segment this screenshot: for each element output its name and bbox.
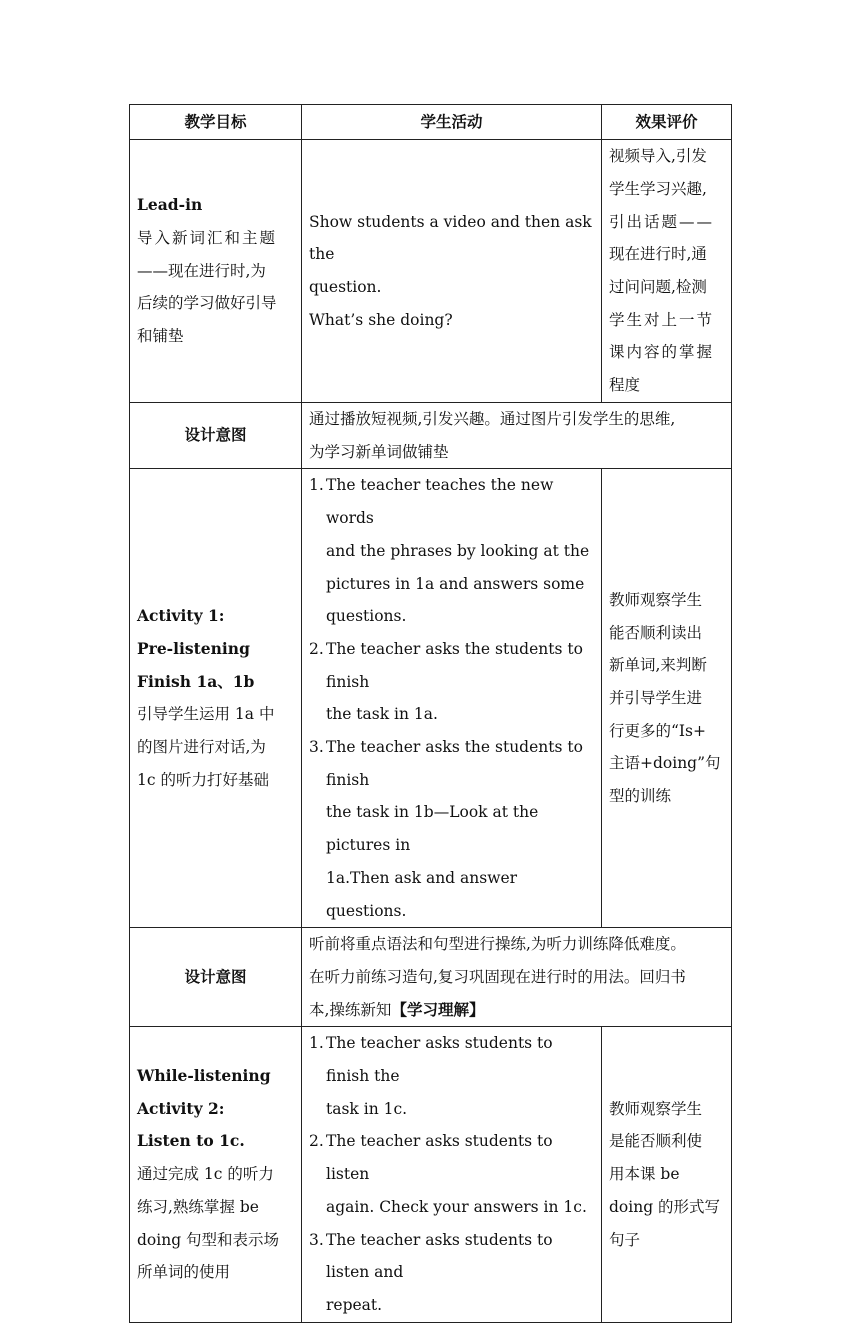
step-line: pictures in 1a and answers some	[326, 574, 585, 593]
step-line: The teacher teaches the new words	[326, 476, 554, 528]
table-row	[130, 1027, 732, 1322]
evaluation-cell	[602, 469, 732, 928]
activity-cell	[302, 140, 602, 403]
intent-line: 通过播放短视频,引发兴趣。通过图片引发学生的思维,	[309, 410, 676, 428]
eval-line: 新单词,来判断	[609, 656, 707, 675]
eval-line: 教师观察学生	[609, 1099, 703, 1118]
goal-title: Lead-in	[137, 195, 203, 215]
goal-line: 所单词的使用	[137, 1263, 231, 1282]
list-item	[309, 1224, 594, 1322]
header-goal: 教学目标	[130, 105, 302, 140]
intent-line: 在听力前练习造句,复习巩固现在进行时的用法。回归书	[309, 967, 686, 986]
step-number: 2.	[309, 639, 324, 658]
goal-title: Pre-listening	[137, 638, 250, 658]
list-item	[309, 731, 594, 927]
design-intent-label: 设计意图	[130, 403, 302, 469]
steps-list	[309, 469, 594, 927]
goal-title: Activity 2:	[137, 1098, 225, 1118]
goal-title: Activity 1:	[137, 606, 225, 626]
eval-line: 教师观察学生	[609, 590, 703, 609]
list-item	[309, 469, 594, 633]
intent-line: 本,操练新知	[309, 1000, 392, 1019]
step-line: The teacher asks students to finish the	[326, 1034, 553, 1086]
header-evaluation: 效果评价	[602, 105, 732, 140]
step-line: task in 1c.	[326, 1099, 408, 1118]
step-line: and the phrases by looking at the	[326, 541, 590, 560]
intent-line: 听前将重点语法和句型进行操练,为听力训练降低难度。	[309, 935, 686, 954]
goal-title: While-listening	[137, 1066, 271, 1086]
table-row	[130, 469, 732, 928]
eval-line: 引出话题——	[609, 212, 715, 231]
goal-line: 的图片进行对话,为	[137, 738, 266, 757]
eval-line: 主语+doing”句	[609, 754, 721, 773]
eval-line: 课内容的掌握	[609, 343, 715, 362]
step-number: 3.	[309, 1230, 324, 1249]
evaluation-cell	[602, 1027, 732, 1322]
goal-cell	[130, 140, 302, 403]
goal-line: 通过完成 1c 的听力	[137, 1165, 274, 1184]
step-line: The teacher asks the students to finish	[326, 738, 583, 789]
goal-line: 和铺垫	[137, 327, 184, 346]
eval-line: 学生学习兴趣,	[609, 179, 707, 198]
design-intent-text	[302, 403, 732, 469]
eval-line: 用本课 be	[609, 1165, 680, 1184]
activity-line: Show students a video and then ask the	[309, 212, 592, 264]
step-line: The teacher asks students to listen	[326, 1132, 553, 1184]
goal-cell	[130, 1027, 302, 1322]
eval-line: 并引导学生进	[609, 688, 703, 707]
list-item	[309, 1125, 594, 1223]
table-row	[130, 403, 732, 469]
goal-line: ——现在进行时,为	[137, 261, 266, 280]
eval-line: 行更多的“Is+	[609, 721, 706, 740]
intent-bold-tag: 【学习理解】	[391, 999, 485, 1019]
activity-cell	[302, 469, 602, 928]
table-row	[130, 928, 732, 1027]
step-line: The teacher asks students to listen and	[326, 1230, 553, 1282]
activity-cell	[302, 1027, 602, 1322]
goal-line: 1c 的听力打好基础	[137, 770, 269, 789]
design-intent-text	[302, 928, 732, 1027]
table-row	[130, 140, 732, 403]
step-line: The teacher asks the students to finish	[326, 639, 583, 691]
intent-line: 为学习新单词做铺垫	[309, 442, 449, 461]
lesson-plan-table	[129, 104, 732, 1323]
eval-line: doing 的形式写	[609, 1197, 721, 1216]
goal-line: 引导学生运用 1a 中	[137, 705, 275, 724]
list-item	[309, 633, 594, 731]
step-number: 1.	[309, 1034, 324, 1053]
goal-line: doing 句型和表示场	[137, 1230, 280, 1249]
design-intent-label: 设计意图	[130, 928, 302, 1027]
eval-line: 视频导入,引发	[609, 147, 707, 166]
eval-line: 型的训练	[609, 787, 672, 806]
goal-line: 后续的学习做好引导	[137, 294, 277, 313]
table-header-row	[130, 105, 732, 140]
list-item	[309, 1027, 594, 1125]
header-activity: 学生活动	[302, 105, 602, 140]
steps-list	[309, 1027, 594, 1321]
eval-line: 学生对上一节	[609, 310, 715, 329]
step-line: questions.	[326, 607, 407, 626]
eval-line: 能否顺利读出	[609, 623, 703, 642]
goal-title: Finish 1a、1b	[137, 671, 255, 691]
step-number: 3.	[309, 738, 324, 757]
goal-line: 导入新词汇和主题	[137, 228, 278, 247]
eval-line: 现在进行时,通	[609, 245, 707, 264]
step-line: the task in 1a.	[326, 705, 438, 724]
evaluation-cell	[602, 140, 732, 403]
step-line: repeat.	[326, 1295, 383, 1314]
step-number: 1.	[309, 476, 324, 495]
goal-cell	[130, 469, 302, 928]
eval-line: 程度	[609, 376, 641, 395]
step-line: 1a.Then ask and answer questions.	[326, 868, 518, 920]
goal-title: Listen to 1c.	[137, 1131, 245, 1151]
step-number: 2.	[309, 1132, 324, 1151]
eval-line: 句子	[609, 1230, 641, 1249]
eval-line: 过问问题,检测	[609, 278, 707, 296]
activity-line: What’s she doing?	[309, 310, 453, 329]
goal-line: 练习,熟练掌握 be	[137, 1197, 259, 1216]
step-line: the task in 1b—Look at the pictures in	[326, 803, 539, 855]
eval-line: 是能否顺利使	[609, 1132, 703, 1151]
step-line: again. Check your answers in 1c.	[326, 1197, 587, 1216]
activity-line: question.	[309, 278, 382, 296]
